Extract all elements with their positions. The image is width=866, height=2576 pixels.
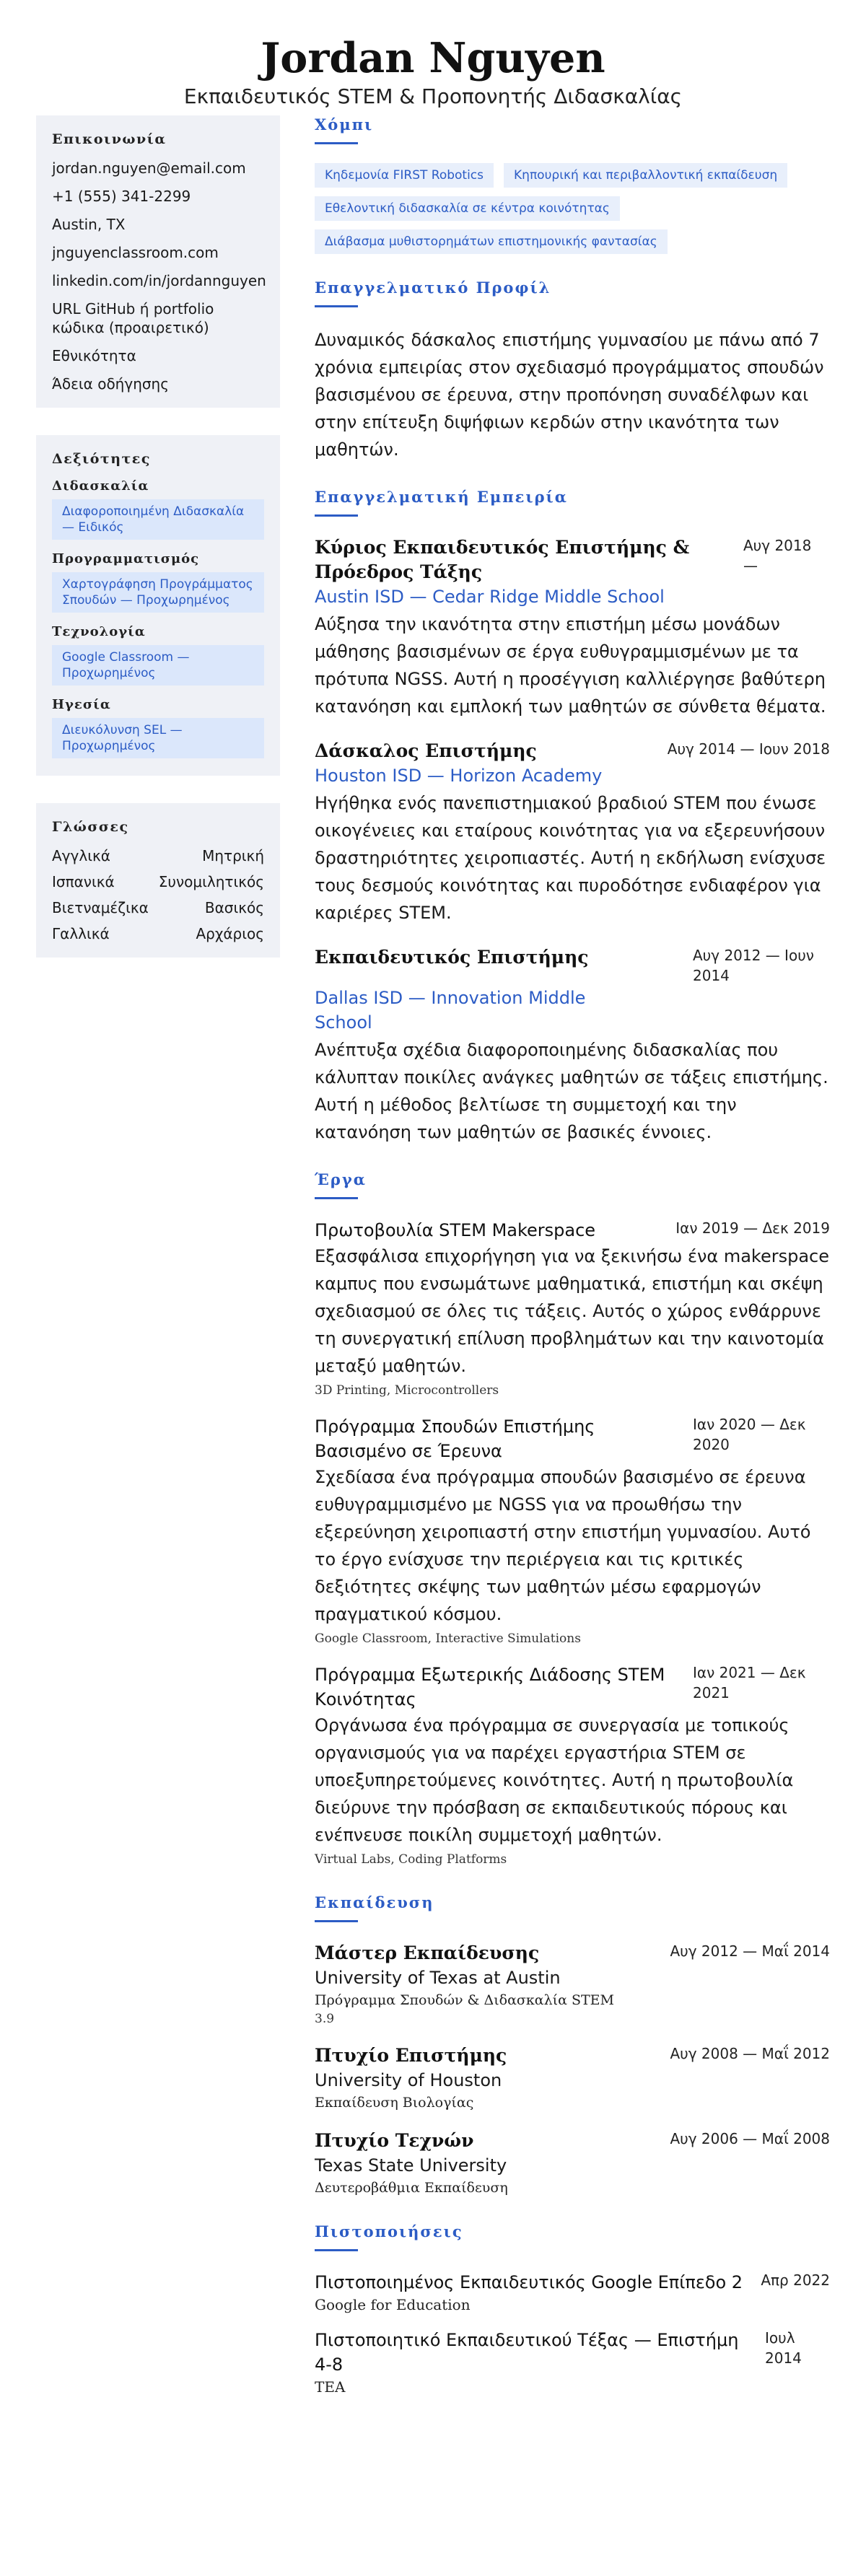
projects-section [315,1170,830,1869]
education-entry [315,2129,830,2198]
project-technologies: Google Classroom, Interactive Simulations [315,1631,581,1646]
certification-name: Πιστοποιητικό Εκπαιδευτικού Τέξας — Επιστήμη 4-8 [315,2330,739,2375]
job-employer: Houston ISD — Horizon Academy [315,766,603,786]
hobby-list [315,163,830,254]
skill-group [52,478,264,540]
skills-card [36,435,280,776]
contact-driving-license: Άδεια οδήγησης [52,375,169,393]
contact-location: Austin, TX [52,216,126,233]
project-description: Εξασφάλισα επιχορήγηση για να ξεκινήσω ένα makerspace καμπυς που ενσωμάτωνε μαθηματικά, επιστήμη και σκέψη σχεδιασμού σε όλες τις τάξεις. Αυτός ο χώρος ενθάρρυνε τη συνεργατική επίλυση προβλημάτων και την καινοτομία μεταξύ μαθητών. [315,1246,830,1376]
skill-group [52,697,264,758]
project-technologies: Virtual Labs, Coding Platforms [315,1852,507,1867]
project-entry [315,1662,830,1869]
project-name: Πρωτοβουλία STEM Makerspace [315,1220,596,1240]
job-employer: Austin ISD — Cedar Ridge Middle School [315,587,665,607]
hobby-tag: Εθελοντική διδασκαλία σε κέντρα κοινότητας [315,196,620,221]
section-divider [315,2249,358,2251]
candidate-headline: Εκπαιδευτικός STEM & Προπονητής Διδασκαλίας [183,84,683,108]
job-dates: Αυγ 2014 — Ιουν 2018 [667,740,830,758]
certification-entry [315,2270,830,2315]
project-name: Πρόγραμμα Εξωτερικής Διάδοσης STEM Κοινότητας [315,1665,665,1709]
language-row [52,924,264,943]
job-description: Αύξησα την ικανότητα στην επιστήμη μέσω μονάδων μάθησης βασισμένων σε έργα ευθυγραμμισμένων με τα πρότυπα NGSS. Αυτή η προσέγγιση καλλιέργησε βαθύτερη κατανόηση και εμπλοκή των μαθητών σε σύνθετα θέματα. [315,614,826,717]
hobby-tag: Κηπουρική και περιβαλλοντική εκπαίδευση [504,163,787,188]
experience-entry [315,535,830,720]
section-divider [315,514,358,517]
language-name: Ισπανικά [52,873,115,890]
project-description: Σχεδίασα ένα πρόγραμμα σπουδών βασισμένο σε έρευνα ευθυγραμμισμένο με NGSS για να προωθήσω την εξερεύνηση χειροπιαστή στην επιστήμη γυμνασίου. Αυτό το έργο ενίσχυσε την περιέργεια και τις κριτικές δεξιότητες σκέψης των μαθητών μέσω εφαρμογών πραγματικού κόσμου. [315,1467,811,1624]
language-level: Αρχάριος [196,925,264,942]
language-row [52,898,264,917]
contact-website[interactable]: jnguyenclassroom.com [52,244,219,261]
language-level: Συνομιλητικός [158,873,264,890]
languages-title: Γλώσσες [52,819,129,835]
skill-group-title: Ηγεσία [52,697,111,712]
education-entry [315,1941,830,2028]
certification-date: Απρ 2022 [761,2271,830,2289]
education-dates: Αυγ 2006 — Μαΐ 2008 [670,2130,830,2147]
project-description: Οργάνωσα ένα πρόγραμμα σε συνεργασία με τοπικούς οργανισμούς για να παρέχει εργαστήρια STEM σε υποεξυπηρετούμενες κοινότητες. Αυτή η πρωτοβουλία διεύρυνε την πρόσβαση σε εκπαιδευτικούς πόρους και ενέπνευσε ποικίλη συμμετοχή μαθητών. [315,1715,794,1845]
job-title: Εκπαιδευτικός Επιστήμης [315,947,589,968]
degree-title: Πτυχίο Επιστήμης [315,2045,507,2066]
section-divider [315,305,358,307]
section-divider [315,1197,358,1199]
main-content [315,115,830,2422]
language-name: Γαλλικά [52,925,110,942]
skill-group-title: Προγραμματισμός [52,551,200,566]
school-name: Texas State University [315,2155,507,2176]
school-name: University of Texas at Austin [315,1968,561,1988]
certifications-section [315,2222,830,2397]
experience-entry [315,739,830,926]
skills-title: Δεξιότητες [52,451,151,467]
hobby-tag: Διάβασμα μυθιστορημάτων επιστημονικής φαντασίας [315,229,668,254]
skill-group-title: Διδασκαλία [52,478,149,494]
language-level: Βασικός [204,899,264,916]
school-name: University of Houston [315,2070,502,2090]
resume-header [36,0,830,115]
language-name: Αγγλικά [52,847,110,864]
hobbies-section [315,115,830,254]
skill-chip: Χαρτογράφηση Προγράμματος Σπουδών — Προχωρημένος [52,572,264,613]
education-dates: Αυγ 2008 — Μαΐ 2012 [670,2045,830,2062]
profile-title: Επαγγελματικό Προφίλ [315,279,551,297]
candidate-name: Jordan Nguyen [261,34,605,82]
profile-summary: Δυναμικός δάσκαλος επιστήμης γυμνασίου με πάνω από 7 χρόνια εμπειρίας στον σχεδιασμό προγράμματος σπουδών βασισμένου σε έρευνα, στην προπόνηση συναδέλφων και στην επίτευξη διψήφιων κερδών στην ικανότητα των μαθητών. [315,330,824,460]
section-divider [315,1920,358,1922]
contact-email[interactable]: jordan.nguyen@email.com [52,159,246,177]
job-description: Ανέπτυξα σχέδια διαφοροποιημένης διδασκαλίας που κάλυπταν ποικίλες ανάγκες μαθητών σε τάξεις επιστήμης. Αυτή η μέθοδος βελτίωσε τη συμμετοχή και την κατανόηση των μαθητών σε βασικές έννοιες. [315,1040,828,1142]
certification-issuer: Google for Education [315,2296,471,2313]
degree-title: Πτυχίο Τεχνών [315,2130,474,2151]
field-of-study: Εκπαίδευση Βιολογίας [315,2095,474,2111]
job-dates: Αυγ 2012 — Ιουν 2014 [693,947,814,984]
project-dates: Ιαν 2020 — Δεκ 2020 [693,1416,806,1453]
education-entry [315,2043,830,2113]
education-section [315,1893,830,2198]
skill-chip: Διευκόλυνση SEL — Προχωρημένος [52,718,264,758]
section-divider [315,142,358,144]
certification-issuer: TEA [315,2378,346,2396]
hobbies-title: Χόμπι [315,115,374,133]
certifications-title: Πιστοποιήσεις [315,2222,463,2240]
contact-title: Επικοινωνία [52,131,167,147]
certification-name: Πιστοποιημένος Εκπαιδευτικός Google Επίπεδο 2 [315,2272,743,2292]
languages-card [36,803,280,958]
resume-body [36,115,830,2422]
certification-entry [315,2328,830,2397]
degree-title: Μάστερ Εκπαίδευσης [315,1942,540,1963]
field-of-study: Δευτεροβάθμια Εκπαίδευση [315,2180,508,2196]
project-name: Πρόγραμμα Σπουδών Επιστήμης Βασισμένο σε Έρευνα [315,1416,595,1461]
profile-section [315,279,830,463]
field-of-study: Πρόγραμμα Σπουδών & Διδασκαλία STEM [315,1992,614,2008]
job-title: Δάσκαλος Επιστήμης [315,740,537,761]
language-row [52,872,264,891]
hobby-tag: Κηδεμονία FIRST Robotics [315,163,494,188]
education-title: Εκπαίδευση [315,1893,434,1911]
skill-group [52,551,264,613]
language-name: Βιετναμέζικα [52,899,149,916]
contact-nationality: Εθνικότητα [52,347,136,364]
project-entry [315,1414,830,1648]
skill-chip: Διαφοροποιημένη Διδασκαλία — Ειδικός [52,499,264,540]
skill-group [52,624,264,685]
job-description: Ηγήθηκα ενός πανεπιστημιακού βραδιού STEM που ένωσε οικογένειες και εταίρους κοινότητας για να εξερευνήσουν δραστηριότητες χειροπιαστές. Αυτή η εκδήλωση ενίσχυσε τους δεσμούς κοινότητας και πυροδότησε ενδιαφέρον για καριέρες STEM. [315,793,826,923]
language-level: Μητρική [202,847,264,864]
project-dates: Ιαν 2019 — Δεκ 2019 [675,1219,830,1237]
contact-linkedin[interactable]: linkedin.com/in/jordannguyen [52,272,266,289]
project-technologies: 3D Printing, Microcontrollers [315,1383,499,1398]
project-dates: Ιαν 2021 — Δεκ 2021 [693,1664,806,1701]
project-entry [315,1218,830,1400]
skill-group-title: Τεχνολογία [52,624,146,639]
job-title: Κύριος Εκπαιδευτικός Επιστήμης & Πρόεδρος Τάξης [315,537,690,582]
contact-card [36,115,280,408]
experience-section [315,488,830,1146]
job-dates: Αυγ 2018 — [743,537,812,574]
sidebar [36,115,280,2422]
experience-title: Επαγγελματική Εμπειρία [315,488,568,506]
projects-title: Έργα [315,1170,367,1188]
contact-phone: +1 (555) 341-2299 [52,188,191,205]
certification-date: Ιουλ 2014 [765,2329,802,2367]
language-row [52,846,264,865]
experience-entry [315,945,830,1146]
contact-github: URL GitHub ή portfolio κώδικα (προαιρετικό) [52,300,214,336]
gpa: 3.9 [315,2012,335,2026]
job-employer: Dallas ISD — Innovation Middle School [315,988,586,1033]
skill-chip: Google Classroom — Προχωρημένος [52,645,264,685]
education-dates: Αυγ 2012 — Μαΐ 2014 [670,1942,830,1960]
